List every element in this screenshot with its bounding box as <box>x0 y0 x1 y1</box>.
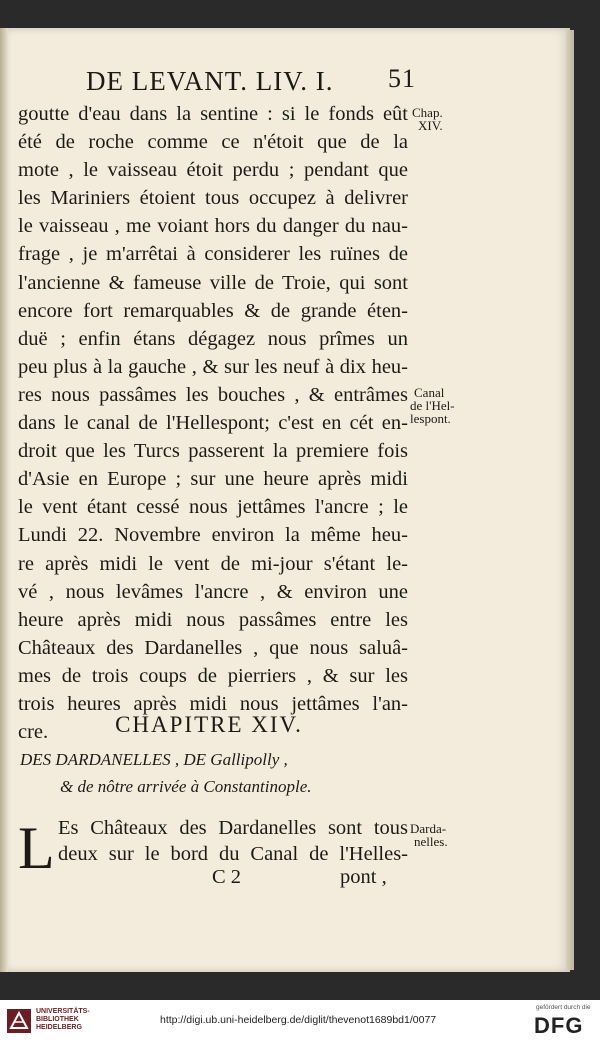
margin-note-line: lespont. <box>410 411 451 426</box>
chapter-title: CHAPITRE XIV. <box>115 712 303 737</box>
page-edge <box>566 30 574 970</box>
main-text <box>18 100 408 746</box>
text-line: frage , je m'arrêtai à considerer les ruïnes de <box>18 243 408 266</box>
margin-note-line: nelles. <box>414 834 448 849</box>
text-line: mote , le vaisseau étoit perdu ; pendant que <box>18 159 408 182</box>
footer-bar <box>0 1000 600 1042</box>
text-line: mes de trois coups de pierriers , & sur les <box>18 664 408 687</box>
text-line: heure après midi nous passâmes entre les <box>18 608 408 631</box>
margin-note-line: Darda- <box>410 821 447 836</box>
institution-name: UNIVERSITÄTS- BIBLIOTHEK HEIDELBERG <box>36 1008 90 1031</box>
margin-note-line: Chap. <box>412 105 443 120</box>
page-gutter <box>0 28 8 972</box>
text-line: les Mariniers étoient tous occupez à delivrer <box>18 187 408 210</box>
margin-note-chap <box>412 106 443 132</box>
text-line: re après midi le vent de mi-jour s'étant le- <box>18 552 408 575</box>
chapter-subtitle: & de nôtre arrivée à Constantinople. <box>60 777 312 796</box>
text-line: Es Châteaux des Dardanelles sont tous <box>58 817 408 839</box>
running-title: DE LEVANT. LIV. I. <box>86 66 334 96</box>
margin-note-line: de l'Hel- <box>410 398 455 413</box>
signature-mark: C 2 <box>212 866 242 888</box>
text-line: d'Asie en Europe ; sur une heure après midi <box>18 468 408 491</box>
text-line: duë ; enfin étans dégagez nous prîmes un <box>18 327 408 350</box>
text-line: Lundi 22. Novembre environ la même heu- <box>18 524 408 547</box>
catchword: pont , <box>340 866 387 888</box>
text-line: deux sur le bord du Canal de l'Helles- <box>58 843 408 865</box>
university-seal-icon <box>6 1008 32 1034</box>
text-line: peu plus à la gauche , & sur les neuf à dix heu- <box>18 355 408 378</box>
margin-note-line: Canal <box>414 385 445 400</box>
text-line: cre. <box>18 721 49 744</box>
running-header <box>0 60 566 100</box>
text-line: le vaisseau , me voiant hors du danger du nau- <box>18 215 408 238</box>
text-line: vé , nous levâmes l'ancre , & environ une <box>18 580 408 603</box>
text-line: été de roche comme ce n'étoit que de la <box>18 131 408 154</box>
text-line: res nous passâmes les bouches , & entrâmes <box>18 383 408 406</box>
text-line: droit que les Turcs passerent la premiere fois <box>18 440 408 463</box>
text-line: dans le canal de l'Hellespont; c'est en cét en- <box>18 412 408 435</box>
chapter-subtitle: DES DARDANELLES , DE Gallipolly , <box>20 750 288 769</box>
source-url[interactable]: http://digi.ub.uni-heidelberg.de/diglit/thevenot1689bd1/0077 <box>160 1014 437 1026</box>
margin-note-line: XIV. <box>418 118 443 133</box>
text-line: Châteaux des Dardanelles , que nous saluâ- <box>18 636 408 659</box>
margin-note-canal <box>410 386 455 425</box>
text-line: trois heures après midi nous jettâmes l'an- <box>18 692 408 715</box>
page-number: 51 <box>388 64 416 93</box>
text-line: encore fort remarquables & de grande éten- <box>18 299 408 322</box>
text-line: goutte d'eau dans la sentine : si le fonds eût <box>18 103 408 125</box>
text-line: le vent étant cessé nous jettâmes l'ancre ; le <box>18 496 408 519</box>
funder-logo: DFG <box>534 1013 584 1038</box>
text-line: l'ancienne & fameuse ville de Troie, qui sont <box>18 271 408 294</box>
funded-by-label: gefördert durch die <box>536 1004 591 1011</box>
drop-capital: L <box>18 815 55 881</box>
margin-note-dardanelles <box>410 822 448 848</box>
